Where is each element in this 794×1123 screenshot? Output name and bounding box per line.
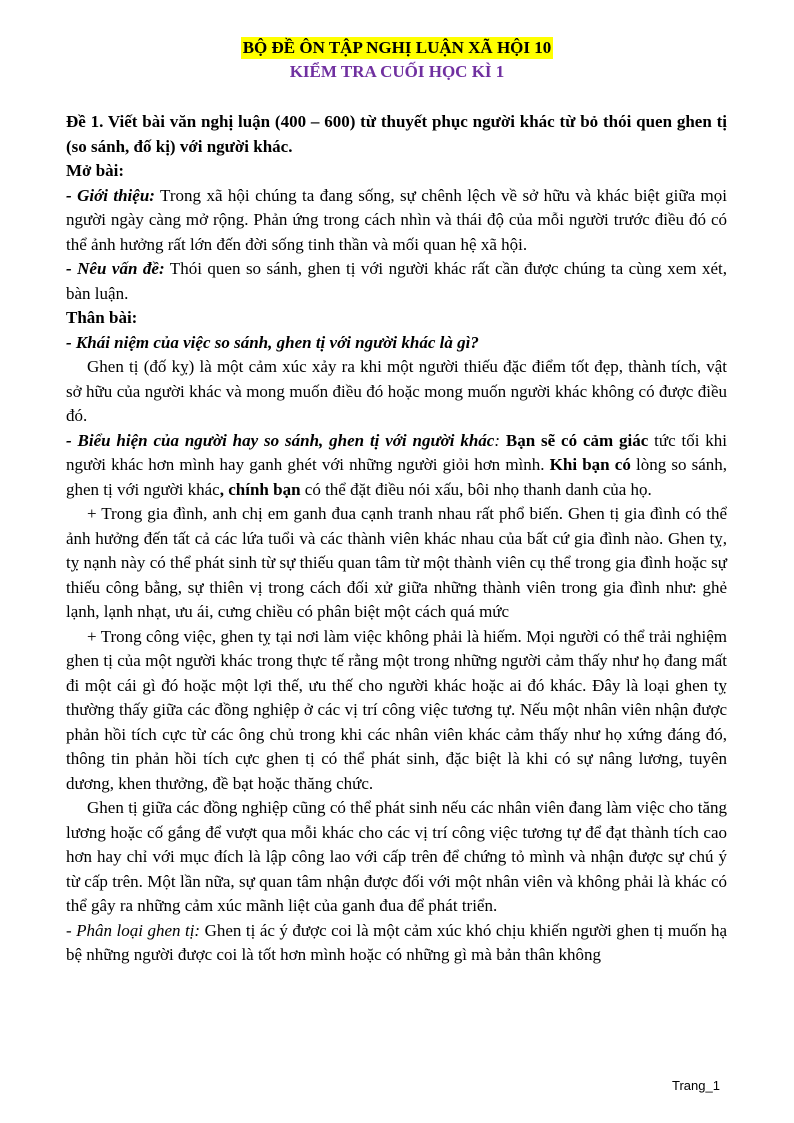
bieu-hien-bold-3: , chính bạn xyxy=(219,479,301,499)
phan-loai-text: Ghen tị ác ý được coi là một cảm xúc khó chịu khiến người ghen tị muốn hạ bệ những người được coi là tốt hơn mình hoặc có những gì mà bản thân không xyxy=(66,920,727,964)
phan-loai-paragraph xyxy=(66,919,727,968)
gioi-thieu-text: Trong xã hội chúng ta đang sống, sự chênh lệch về sở hữu và khác biệt giữa mọi người ngày càng mở rộng. Phản ứng trong cách nhìn và thái độ của mỗi người trước điều đó có thể ảnh hưởng rất lớn đến đời sống tinh thần và mối quan hệ xã hội. xyxy=(66,185,727,254)
neu-van-de-text: Thói quen so sánh, ghen tị với người khác rất cần được chúng ta cùng xem xét, bàn luận. xyxy=(66,259,727,303)
bieu-hien-colon: : xyxy=(494,430,506,450)
cong-viec-paragraph: + Trong công việc, ghen tỵ tại nơi làm việc không phải là hiếm. Mọi người có thể trải nghiệm ghen tị của một người khác trong thực tế rằng một trong những người cảm thấy như họ đang mất đi một cái gì đó hoặc một lợi thế, ưu thế cho người khác hoặc ai đó khác. Đây là loại ghen tỵ thường thấy giữa các đồng nghiệp ở các vị trí công việc tương tự. Nếu một nhân viên nhận được phản hồi tích cực từ các ông chủ trong khi các nhân viên khác cảm thấy như họ xứng đáng đó, thông tin phản hồi tích cực ghen tị có thể phát sinh, đặc biệt là khi có sự nâng lương, tuyên dương, khen thưởng, đề bạt hoặc thăng chức. xyxy=(66,626,727,793)
question-heading: Đề 1. Viết bài văn nghị luận (400 – 600) từ thuyết phục người khác từ bỏ thói quen ghen tị (so sánh, đố kị) với người khác. xyxy=(66,112,727,156)
khai-niem-paragraph: Ghen tị (đố kỵ) là một cảm xúc xảy ra khi một người thiếu đặc điểm tốt đẹp, thành tích, vật sở hữu của người khác và mong muốn điều đó hoặc mong muốn người khác không có được điều đó. xyxy=(66,357,727,425)
than-bai-heading: Thân bài: xyxy=(66,308,138,327)
gioi-thieu-paragraph xyxy=(66,184,727,258)
document-title: BỘ ĐỀ ÔN TẬP NGHỊ LUẬN XÃ HỘI 10 xyxy=(242,38,552,57)
document-body xyxy=(66,110,727,968)
gia-dinh-paragraph: + Trong gia đình, anh chị em ganh đua cạnh tranh nhau rất phổ biến. Ghen tị gia đình có thể ảnh hưởng đến tất cả các lứa tuổi và các thành viên khác nhau của bất cứ gia đình nào. Ghen tỵ, tỵ nạnh này có thể phát sinh từ sự thiếu quan tâm từ một thành viên cụ thể trong gia đình hoặc sự thiếu công bằng, sự thiên vị trong cách đối xử giữa những thành viên trong gia đình như: ghẻ lạnh, lạnh nhạt, ưu ái, cưng chiều có phân biệt một cách quá mức xyxy=(66,504,727,621)
document-header xyxy=(0,37,794,83)
bieu-hien-text-1: tức tối khi người khác hơn mình hay ganh ghét với những người giỏi hơn mình. xyxy=(66,430,728,474)
neu-van-de-paragraph xyxy=(66,257,727,306)
bieu-hien-text-2: lòng so sánh, ghen tị với người khác xyxy=(66,455,728,499)
gioi-thieu-label: - Giới thiệu: xyxy=(66,185,155,205)
mo-bai-heading: Mở bài: xyxy=(66,161,125,180)
bieu-hien-paragraph xyxy=(66,429,727,503)
bieu-hien-bold-1: Bạn sẽ có cảm giác xyxy=(505,430,649,450)
bieu-hien-label: - Biểu hiện của người hay so sánh, ghen tị với người khác xyxy=(66,430,495,450)
bieu-hien-text-3: có thể đặt điều nói xấu, bôi nhọ thanh danh của họ. xyxy=(300,479,652,499)
page-number: Trang_1 xyxy=(672,1078,720,1093)
khai-niem-heading: - Khái niệm của việc so sánh, ghen tị với người khác là gì? xyxy=(66,332,479,352)
bieu-hien-bold-2: Khi bạn có xyxy=(549,455,631,474)
neu-van-de-label: - Nêu vấn đề: xyxy=(66,259,165,278)
dong-nghiep-paragraph: Ghen tị giữa các đồng nghiệp cũng có thể phát sinh nếu các nhân viên đang làm việc cho tăng lương hoặc cố gắng để vượt qua mỗi khác cho các vị trí công việc tương tự để đạt thành tích cao hơn hay chỉ với mục đích là lập công lao với cấp trên để chứng tỏ mình và nhận được sự chú ý từ cấp trên. Một lần nữa, sự quan tâm nhận được đối với một nhân viên và không phải là khác có thể gây ra những cảm xúc mãnh liệt của ganh đua để phát triển. xyxy=(66,798,727,915)
document-subtitle: KIỂM TRA CUỐI HỌC KÌ 1 xyxy=(289,62,505,81)
phan-loai-label: - Phân loại ghen tị: xyxy=(66,920,201,940)
